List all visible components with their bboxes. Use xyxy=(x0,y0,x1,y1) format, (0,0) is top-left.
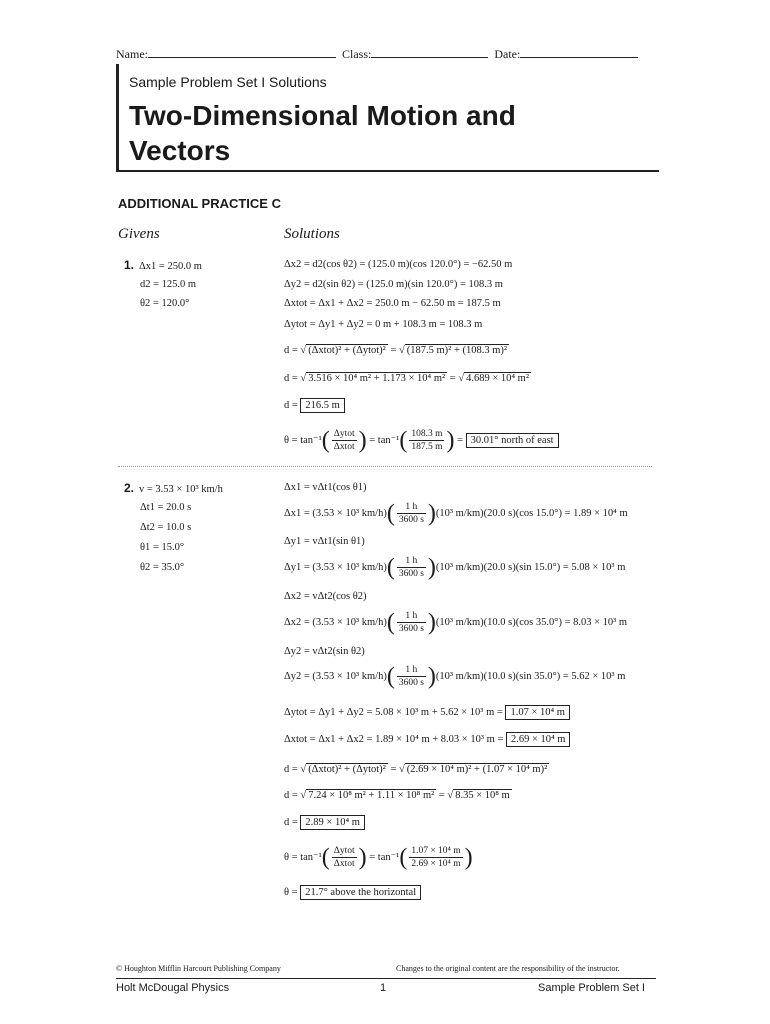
p1-step-8: θ = tan⁻¹( $\frac{\text{Δytot}}{\text{Δxtot}}$ ) = tan⁻¹( $\frac{108.3 m}{187.5 m}$ ) = 30.01° north of east xyxy=(284,428,559,454)
solutions-heading: Solutions xyxy=(284,226,340,242)
p2-step-2: Δx1 = (3.53 × 10³ km/h)( $\frac{1 h}{3600 s}$ )(10³ m/km)(20.0 s)(cos 15.0°) = 1.89 × 10⁴ m xyxy=(284,500,628,527)
p2-step-9: Δytot = Δy1 + Δy2 = 5.08 × 10³ m + 5.62 × 10³ m = 1.07 × 10⁴ m xyxy=(284,706,570,720)
header-fields xyxy=(116,46,656,62)
subtitle: Sample Problem Set I Solutions xyxy=(129,74,327,90)
givens-heading: Givens xyxy=(118,226,160,242)
p1-step-7: d = 216.5 m xyxy=(284,399,345,413)
section-heading: ADDITIONAL PRACTICE C xyxy=(118,196,281,211)
page-number: 1 xyxy=(380,982,387,994)
name-label: Name: xyxy=(116,47,148,61)
p1-step-1: Δx2 = d2(cos θ2) = (125.0 m)(cos 120.0°) = −62.50 m xyxy=(284,259,513,270)
p1-step-6: d = √ 3.516 × 10⁴ m² + 1.173 × 10⁴ m² = √ 4.689 × 10⁴ m² xyxy=(284,373,529,384)
title-line-2: Vectors xyxy=(129,135,231,166)
p2-given-1: 2. v = 3.53 × 10³ km/h xyxy=(124,481,223,495)
p2-given-3: Δt2 = 10.0 s xyxy=(140,522,192,533)
p2-step-4: Δy1 = (3.53 × 10³ km/h)( $\frac{1 h}{3600 s}$ )(10³ m/km)(20.0 s)(sin 15.0°) = 5.08 × 10³ m xyxy=(284,554,626,581)
p1-step-3: Δxtot = Δx1 + Δx2 = 250.0 m − 62.50 m = 187.5 m xyxy=(284,298,501,309)
footer-section: Sample Problem Set I xyxy=(538,982,645,994)
class-blank xyxy=(371,46,488,58)
p2-step-8: Δy2 = (3.53 × 10³ km/h)( $\frac{1 h}{3600 s}$ )(10³ m/km)(10.0 s)(sin 35.0°) = 5.62 × 10³ m xyxy=(284,663,626,690)
footer-copyright: © Houghton Mifflin Harcourt Publishing Company xyxy=(116,964,281,973)
p2-step-13: d = 2.89 × 10⁴ m xyxy=(284,816,365,830)
footer-note: Changes to the original content are the responsibility of the instructor. xyxy=(396,964,620,973)
p2-answer-xtot: 2.69 × 10⁴ m xyxy=(506,732,571,747)
footer-rule xyxy=(116,978,656,979)
p1-step-4: Δytot = Δy1 + Δy2 = 0 m + 108.3 m = 108.3 m xyxy=(284,319,483,330)
date-label: Date: xyxy=(494,47,521,61)
page-title xyxy=(129,98,516,168)
p2-step-6: Δx2 = (3.53 × 10³ km/h)( $\frac{1 h}{3600 s}$ )(10³ m/km)(10.0 s)(cos 35.0°) = 8.03 × 10³ m xyxy=(284,609,628,636)
p1-given-3: θ2 = 120.0° xyxy=(140,298,190,309)
name-blank xyxy=(148,46,336,58)
p2-answer-theta: 21.7° above the horizontal xyxy=(300,885,421,900)
p2-given-4: θ1 = 15.0° xyxy=(140,542,185,553)
title-block xyxy=(116,64,659,172)
p2-step-14: θ = tan⁻¹( $\frac{\text{Δytot}}{\text{Δxtot}}$ ) = tan⁻¹( $\frac{\text{1.07 × 10⁴ m}}{\text{2.69 × 10⁴ m}}$ ) xyxy=(284,844,473,871)
p2-step-7: Δy2 = vΔt2(sin θ2) xyxy=(284,646,365,657)
class-label: Class: xyxy=(342,47,372,61)
p2-step-3: Δy1 = vΔt1(sin θ1) xyxy=(284,536,365,547)
title-line-1: Two-Dimensional Motion and xyxy=(129,100,516,131)
p2-step-1: Δx1 = vΔt1(cos θ1) xyxy=(284,482,367,493)
p1-given-2: d2 = 125.0 m xyxy=(140,279,197,290)
p1-given-1: 1. Δx1 = 250.0 m xyxy=(124,258,202,272)
date-blank xyxy=(520,46,638,58)
p2-step-12: d = √ 7.24 × 10⁸ m² + 1.11 × 10⁸ m² = √ 8.35 × 10⁸ m xyxy=(284,790,510,801)
p2-step-10: Δxtot = Δx1 + Δx2 = 1.89 × 10⁴ m + 8.03 × 10³ m = 2.69 × 10⁴ m xyxy=(284,733,570,747)
problem-divider xyxy=(118,466,652,467)
p2-step-5: Δx2 = vΔt2(cos θ2) xyxy=(284,591,367,602)
p1-step-2: Δy2 = d2(sin θ2) = (125.0 m)(sin 120.0°) = 108.3 m xyxy=(284,279,503,290)
p1-answer-d: 216.5 m xyxy=(300,398,344,413)
p2-answer-ytot: 1.07 × 10⁴ m xyxy=(505,705,570,720)
p2-step-11: d = √ (Δxtot)² + (Δytot)² = √ (2.69 × 10⁴ m)² + (1.07 × 10⁴ m)² xyxy=(284,764,548,775)
p1-step-5: d = √ (Δxtot)² + (Δytot)² = √ (187.5 m)² + (108.3 m)² xyxy=(284,345,508,356)
footer-book-title: Holt McDougal Physics xyxy=(116,982,230,994)
p1-answer-theta: 30.01° north of east xyxy=(466,433,559,448)
p2-given-5: θ2 = 35.0° xyxy=(140,562,185,573)
p2-given-2: Δt1 = 20.0 s xyxy=(140,502,192,513)
p2-answer-d: 2.89 × 10⁴ m xyxy=(300,815,365,830)
p2-step-15: θ = 21.7° above the horizontal xyxy=(284,886,421,900)
